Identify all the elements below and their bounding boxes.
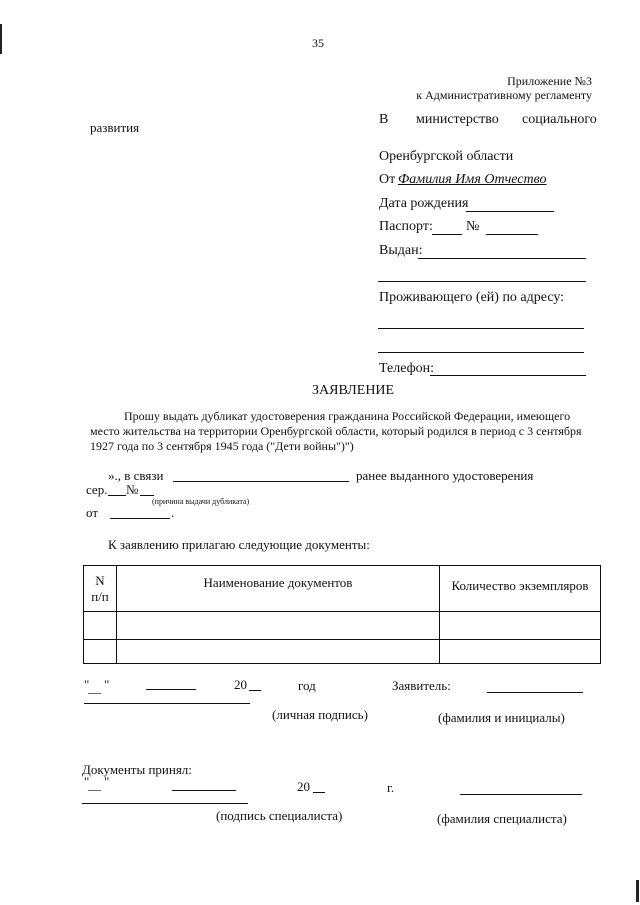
sign-quote-open: " — [84, 677, 90, 692]
date-from-field[interactable] — [110, 518, 170, 519]
page-number: 35 — [312, 36, 324, 50]
specialist-signature-field[interactable] — [82, 803, 248, 804]
table-cell[interactable] — [117, 612, 440, 640]
recv-year-field[interactable] — [313, 792, 325, 793]
series-field[interactable] — [108, 495, 126, 496]
address-label: Проживающего (ей) по адресу: — [379, 290, 565, 305]
reason-prefix: »., в связи — [108, 468, 164, 483]
passport-series-field[interactable] — [432, 234, 462, 235]
addressee-region: Оренбургской области — [379, 149, 514, 164]
table-cell[interactable] — [84, 640, 117, 664]
appendix-regulation: к Административному регламенту — [416, 88, 592, 102]
addressee-social: социального — [522, 112, 597, 127]
reason-suffix: ранее выданного удостоверения — [356, 468, 534, 483]
col-name-header: Наименование документов — [117, 566, 440, 612]
table-cell[interactable] — [84, 612, 117, 640]
recv-year-abbr: г. — [387, 780, 395, 795]
recv-quote-close: " — [104, 774, 110, 789]
recv-day-blank: __ — [88, 777, 101, 792]
passport-label: Паспорт: — [379, 219, 433, 234]
received-label: Документы принял: — [82, 762, 192, 777]
dob-label: Дата рождения — [379, 196, 469, 211]
phone-field[interactable] — [430, 375, 586, 376]
addressee-v: В — [379, 112, 389, 127]
sign-year-word: год — [298, 678, 316, 693]
specialist-name-caption: (фамилия специалиста) — [437, 811, 567, 826]
documents-table — [83, 565, 601, 664]
issued-field-line2[interactable] — [378, 281, 586, 282]
recv-month-field[interactable] — [172, 790, 236, 791]
date-from-dot: . — [171, 505, 175, 520]
from-label: От — [379, 172, 396, 187]
attach-intro: К заявлению прилагаю следующие документы: — [108, 537, 370, 552]
applicant-name: Фамилия Имя Отчество — [398, 172, 547, 187]
col-number-header — [84, 566, 117, 612]
issued-field[interactable] — [418, 258, 586, 259]
applicant-name-field[interactable] — [487, 692, 583, 693]
passport-no-label: № — [466, 219, 480, 234]
specialist-name-field[interactable] — [460, 794, 582, 795]
personal-signature-caption: (личная подпись) — [272, 707, 368, 722]
col-number-line2: п/п — [91, 588, 109, 604]
reason-caption: (причина выдачи дубликата) — [152, 497, 250, 506]
specialist-signature-caption: (подпись специалиста) — [216, 808, 343, 823]
scan-edge-mark-right — [636, 880, 639, 902]
sign-year-field[interactable] — [249, 690, 261, 691]
addressee-ministry: министерство — [416, 112, 499, 127]
address-field-line1[interactable] — [378, 328, 584, 329]
recv-year-prefix: 20 — [297, 779, 310, 794]
col-number-line1: N — [95, 572, 105, 588]
sign-year-prefix: 20 — [234, 677, 247, 692]
sign-month-field[interactable] — [146, 689, 196, 690]
series-label: сер. — [86, 482, 108, 497]
request-text-line1: Прошу выдать дубликат удостоверения гражданина Российской Федерации, имеющего — [124, 409, 571, 423]
personal-signature-field[interactable] — [84, 703, 250, 704]
table-cell[interactable] — [440, 640, 601, 664]
recv-quote-open: " — [84, 774, 90, 789]
table-header-row — [84, 566, 601, 612]
name-initials-caption: (фамилия и инициалы) — [438, 710, 565, 725]
series-number-field[interactable] — [140, 495, 154, 496]
sign-day-blank: __ — [88, 680, 101, 695]
dob-field[interactable] — [466, 211, 554, 212]
sign-quote-close: " — [104, 677, 110, 692]
request-text-line3: 1927 года по 3 сентября 1945 года ("Дети войны")") — [90, 439, 354, 453]
request-text-line2: место жительства на территории Оренбургской области, который родился в период с 3 сентября — [90, 424, 582, 438]
table-row[interactable] — [84, 640, 601, 664]
phone-label: Телефон: — [379, 361, 435, 376]
table-cell[interactable] — [440, 612, 601, 640]
address-field-line2[interactable] — [378, 352, 584, 353]
reason-field[interactable] — [173, 481, 349, 482]
date-from-label: от — [86, 505, 99, 520]
col-count-header: Количество экземпляров — [440, 566, 601, 612]
applicant-label: Заявитель: — [392, 678, 451, 693]
table-cell[interactable] — [117, 640, 440, 664]
series-number-label: № — [126, 482, 139, 497]
passport-number-field[interactable] — [486, 234, 538, 235]
table-row[interactable] — [84, 612, 601, 640]
document-heading: ЗАЯВЛЕНИЕ — [312, 383, 395, 398]
scan-edge-mark-left — [0, 24, 2, 54]
addressee-development: развития — [90, 120, 140, 135]
issued-label: Выдан: — [379, 243, 423, 258]
appendix-title: Приложение №3 — [507, 74, 592, 88]
